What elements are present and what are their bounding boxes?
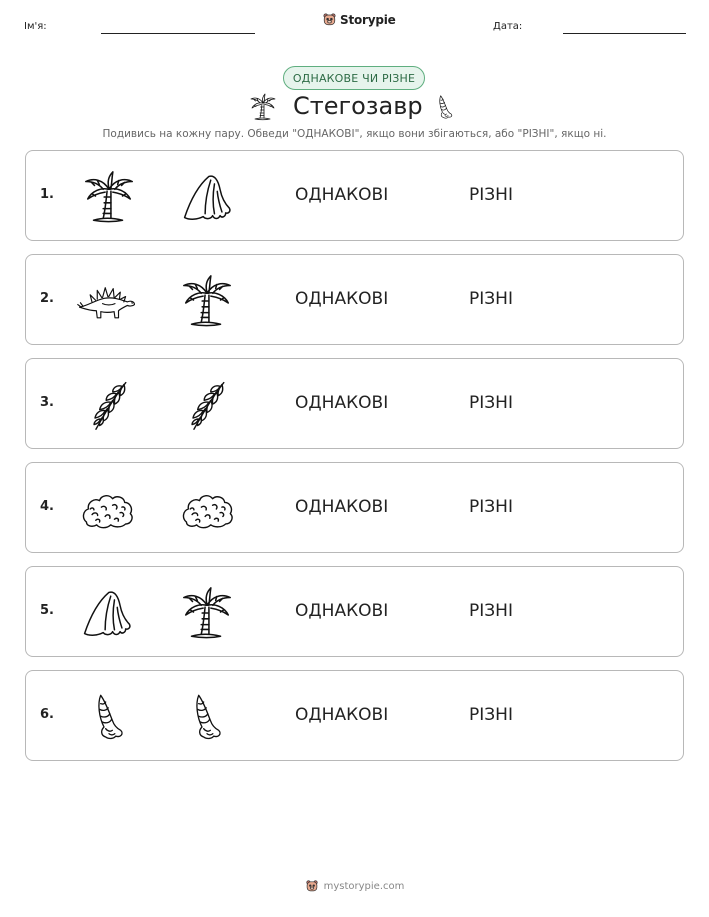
question-number: 3. xyxy=(40,395,54,410)
spike-icon xyxy=(179,169,235,225)
right-picture xyxy=(176,167,238,227)
question-row-3 xyxy=(25,358,684,449)
different-option[interactable]: РІЗНІ xyxy=(469,393,513,413)
left-picture xyxy=(78,167,140,227)
date-line[interactable] xyxy=(563,33,686,34)
same-option[interactable]: ОДНАКОВІ xyxy=(295,289,389,309)
horn-icon xyxy=(182,687,232,747)
question-number: 4. xyxy=(40,499,54,514)
different-option[interactable]: РІЗНІ xyxy=(469,497,513,517)
right-picture xyxy=(176,687,238,747)
question-number: 2. xyxy=(40,291,54,306)
palm-tree-icon xyxy=(178,272,236,330)
bush-icon xyxy=(177,481,237,537)
stegosaurus-icon xyxy=(76,277,138,325)
bush-icon xyxy=(77,481,137,537)
worksheet-type-badge: ОДНАКОВЕ ЧИ РІЗНЕ xyxy=(283,66,425,90)
left-picture xyxy=(76,271,138,331)
question-number: 6. xyxy=(40,707,54,722)
left-picture xyxy=(78,687,140,747)
date-label: Дата: xyxy=(493,21,523,32)
different-option[interactable]: РІЗНІ xyxy=(469,705,513,725)
footer-url[interactable]: mystorypie.com xyxy=(323,880,405,892)
name-label: Ім'я: xyxy=(24,21,47,32)
name-line[interactable] xyxy=(101,33,255,34)
question-number: 1. xyxy=(40,187,54,202)
brand-name: Storypie xyxy=(340,12,396,27)
different-option[interactable]: РІЗНІ xyxy=(469,601,513,621)
left-picture xyxy=(78,375,140,435)
horn-icon xyxy=(432,91,458,123)
right-picture xyxy=(176,271,238,331)
storypie-logo-icon xyxy=(322,12,337,27)
right-picture xyxy=(176,375,238,435)
question-row-6 xyxy=(25,670,684,761)
instructions: Подивись на кожну пару. Обведи "ОДНАКОВІ", якщо вони збігаються, або "РІЗНІ", якщо ні. xyxy=(102,128,607,140)
right-picture xyxy=(176,479,238,539)
same-option[interactable]: ОДНАКОВІ xyxy=(295,705,389,725)
spike-icon xyxy=(79,585,135,641)
palm-tree-icon xyxy=(80,168,138,226)
fern-leaf-icon xyxy=(179,376,235,434)
question-row-2 xyxy=(25,254,684,345)
question-row-4 xyxy=(25,462,684,553)
same-option[interactable]: ОДНАКОВІ xyxy=(295,601,389,621)
different-option[interactable]: РІЗНІ xyxy=(469,185,513,205)
footer xyxy=(0,879,709,893)
left-picture xyxy=(76,583,138,643)
same-option[interactable]: ОДНАКОВІ xyxy=(295,393,389,413)
same-option[interactable]: ОДНАКОВІ xyxy=(295,497,389,517)
palm-tree-icon xyxy=(178,584,236,642)
left-picture xyxy=(76,479,138,539)
question-row-5 xyxy=(25,566,684,657)
page-title: Стегозавр xyxy=(293,92,423,120)
fern-leaf-icon xyxy=(81,376,137,434)
storypie-logo-icon xyxy=(305,879,319,893)
different-option[interactable]: РІЗНІ xyxy=(469,289,513,309)
question-row-1 xyxy=(25,150,684,241)
right-picture xyxy=(176,583,238,643)
same-option[interactable]: ОДНАКОВІ xyxy=(295,185,389,205)
horn-icon xyxy=(84,687,134,747)
question-number: 5. xyxy=(40,603,54,618)
storypie-logo xyxy=(322,12,396,27)
palm-tree-icon xyxy=(248,92,278,122)
